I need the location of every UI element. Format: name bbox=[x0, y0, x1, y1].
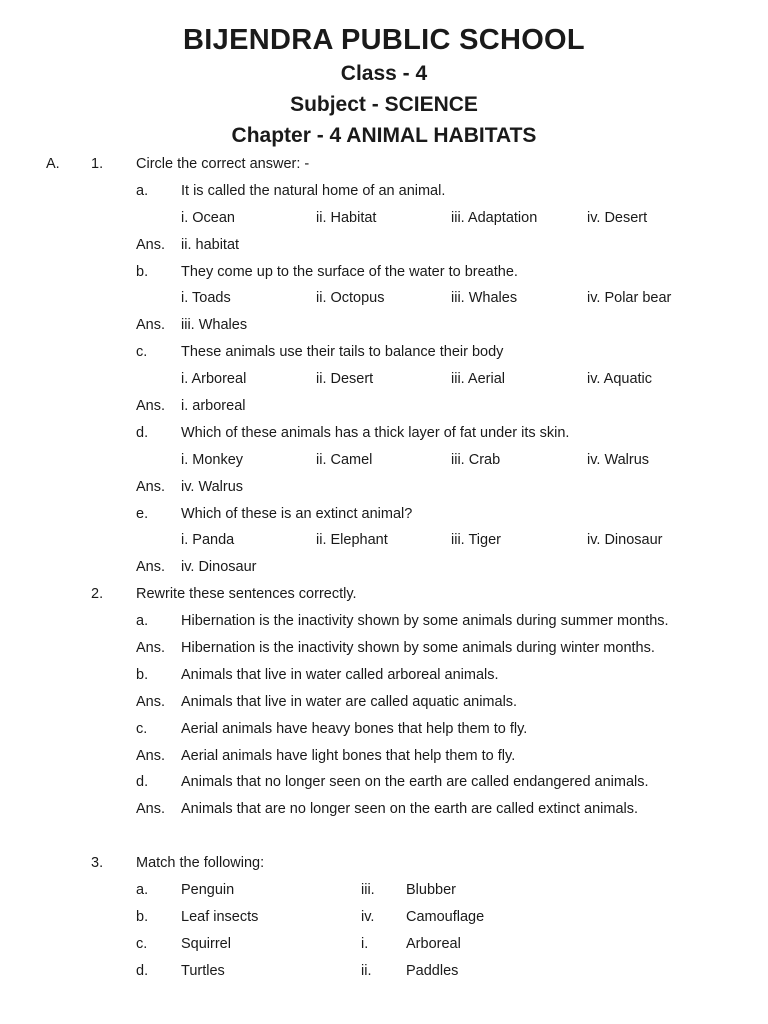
item-letter: b. bbox=[136, 908, 149, 925]
item-letter: b. bbox=[136, 263, 149, 280]
mcq-answer bbox=[0, 232, 768, 259]
option: iii. Adaptation bbox=[451, 209, 538, 226]
option: ii. Habitat bbox=[316, 209, 377, 226]
item-letter: d. bbox=[136, 774, 149, 791]
item-text: Which of these is an extinct animal? bbox=[181, 505, 413, 522]
match-key: iv. bbox=[361, 908, 375, 925]
item-letter: b. bbox=[136, 666, 149, 683]
rewrite-question bbox=[0, 769, 768, 796]
item-letter: d. bbox=[136, 424, 149, 441]
mcq-question bbox=[0, 259, 768, 286]
question-1-heading bbox=[0, 151, 768, 178]
mcq-question bbox=[0, 501, 768, 528]
school-name: BIJENDRA PUBLIC SCHOOL bbox=[183, 24, 585, 56]
match-key: iii. bbox=[361, 882, 375, 899]
answer-text: Animals that are no longer seen on the earth are called extinct animals. bbox=[181, 801, 639, 818]
rewrite-question bbox=[0, 716, 768, 743]
ans-label: Ans. bbox=[136, 478, 166, 495]
question-number: 1. bbox=[91, 156, 104, 172]
item-letter: a. bbox=[136, 182, 149, 199]
match-left: Leaf insects bbox=[181, 908, 259, 925]
mcq-question bbox=[0, 420, 768, 447]
mcq-options bbox=[0, 527, 768, 554]
mcq-answer bbox=[0, 312, 768, 339]
ans-label: Ans. bbox=[136, 693, 166, 710]
match-left: Turtles bbox=[181, 962, 225, 979]
question-2-heading bbox=[0, 581, 768, 608]
match-right: Blubber bbox=[406, 882, 456, 899]
match-left: Squirrel bbox=[181, 935, 231, 952]
ans-label: Ans. bbox=[136, 398, 166, 415]
option: iv. Dinosaur bbox=[587, 532, 663, 549]
match-key: i. bbox=[361, 935, 369, 952]
questions bbox=[0, 151, 768, 985]
option: i. Ocean bbox=[181, 209, 235, 226]
rewrite-answer bbox=[0, 635, 768, 662]
answer-text: iv. Dinosaur bbox=[181, 559, 257, 576]
item-text: Hibernation is the inactivity shown by some animals during summer months. bbox=[181, 613, 669, 630]
item-letter: e. bbox=[136, 505, 149, 522]
answer-text: Animals that live in water are called aquatic animals. bbox=[181, 693, 518, 710]
rewrite-question bbox=[0, 662, 768, 689]
item-text: Animals that no longer seen on the earth are called endangered animals. bbox=[181, 774, 649, 791]
question-number: 2. bbox=[91, 586, 104, 603]
option: ii. Camel bbox=[316, 451, 373, 468]
item-text: These animals use their tails to balance their body bbox=[181, 344, 504, 361]
option: iii. Whales bbox=[451, 290, 518, 307]
mcq-options bbox=[0, 366, 768, 393]
item-letter: c. bbox=[136, 344, 148, 361]
rewrite-answer bbox=[0, 796, 768, 850]
item-letter: c. bbox=[136, 935, 148, 952]
item-letter: c. bbox=[136, 720, 148, 737]
subject-line: Subject - SCIENCE bbox=[290, 93, 478, 116]
option: i. Panda bbox=[181, 532, 235, 549]
item-text: Which of these animals has a thick layer of fat under its skin. bbox=[181, 424, 570, 441]
mcq-answer bbox=[0, 474, 768, 501]
question-title: Match the following: bbox=[136, 855, 265, 872]
item-text: Animals that live in water called arboreal animals. bbox=[181, 666, 499, 683]
ans-label: Ans. bbox=[136, 747, 166, 764]
answer-text: Aerial animals have light bones that help them to fly. bbox=[181, 747, 516, 764]
question-title: Circle the correct answer: - bbox=[136, 156, 310, 172]
option: iv. Desert bbox=[587, 209, 648, 226]
ans-label: Ans. bbox=[136, 801, 166, 818]
match-key: ii. bbox=[361, 962, 372, 979]
ans-label: Ans. bbox=[136, 317, 166, 334]
section-label: A. bbox=[46, 156, 60, 172]
option: iii. Tiger bbox=[451, 532, 501, 549]
chapter-line: Chapter - 4 ANIMAL HABITATS bbox=[231, 124, 537, 147]
question-title: Rewrite these sentences correctly. bbox=[136, 586, 357, 603]
item-letter: d. bbox=[136, 962, 149, 979]
rewrite-answer bbox=[0, 689, 768, 716]
rewrite-question bbox=[0, 608, 768, 635]
match-row bbox=[0, 877, 768, 904]
rewrite-answer bbox=[0, 743, 768, 770]
answer-text: ii. habitat bbox=[181, 236, 240, 253]
match-row bbox=[0, 931, 768, 958]
mcq-answer bbox=[0, 554, 768, 581]
question-3-heading bbox=[0, 850, 768, 877]
class-line: Class - 4 bbox=[340, 62, 428, 85]
match-right: Paddles bbox=[406, 962, 459, 979]
match-row bbox=[0, 958, 768, 985]
item-text: It is called the natural home of an animal. bbox=[181, 182, 446, 199]
mcq-options bbox=[0, 447, 768, 474]
mcq-options bbox=[0, 285, 768, 312]
answer-text: Hibernation is the inactivity shown by some animals during winter months. bbox=[181, 640, 655, 657]
match-right: Camouflage bbox=[406, 908, 485, 925]
option: iv. Polar bear bbox=[587, 290, 672, 307]
ans-label: Ans. bbox=[136, 559, 166, 576]
item-text: They come up to the surface of the water to breathe. bbox=[181, 263, 518, 280]
worksheet-header bbox=[0, 0, 768, 151]
item-letter: a. bbox=[136, 613, 149, 630]
option: iii. Crab bbox=[451, 451, 501, 468]
option: ii. Octopus bbox=[316, 290, 385, 307]
mcq-question bbox=[0, 339, 768, 366]
question-number: 3. bbox=[91, 855, 104, 872]
ans-label: Ans. bbox=[136, 236, 166, 253]
match-left: Penguin bbox=[181, 882, 235, 899]
item-letter: a. bbox=[136, 882, 149, 899]
ans-label: Ans. bbox=[136, 640, 166, 657]
mcq-options bbox=[0, 205, 768, 232]
mcq-question bbox=[0, 178, 768, 205]
answer-text: i. arboreal bbox=[181, 398, 246, 415]
option: ii. Desert bbox=[316, 371, 374, 388]
option: i. Arboreal bbox=[181, 371, 247, 388]
answer-text: iii. Whales bbox=[181, 317, 248, 334]
answer-text: iv. Walrus bbox=[181, 478, 244, 495]
match-row bbox=[0, 904, 768, 931]
item-text: Aerial animals have heavy bones that help them to fly. bbox=[181, 720, 528, 737]
mcq-answer bbox=[0, 393, 768, 420]
option: iii. Aerial bbox=[451, 371, 505, 388]
match-right: Arboreal bbox=[406, 935, 461, 952]
option: i. Toads bbox=[181, 290, 231, 307]
option: ii. Elephant bbox=[316, 532, 388, 549]
option: iv. Walrus bbox=[587, 451, 650, 468]
option: iv. Aquatic bbox=[587, 371, 653, 388]
option: i. Monkey bbox=[181, 451, 244, 468]
